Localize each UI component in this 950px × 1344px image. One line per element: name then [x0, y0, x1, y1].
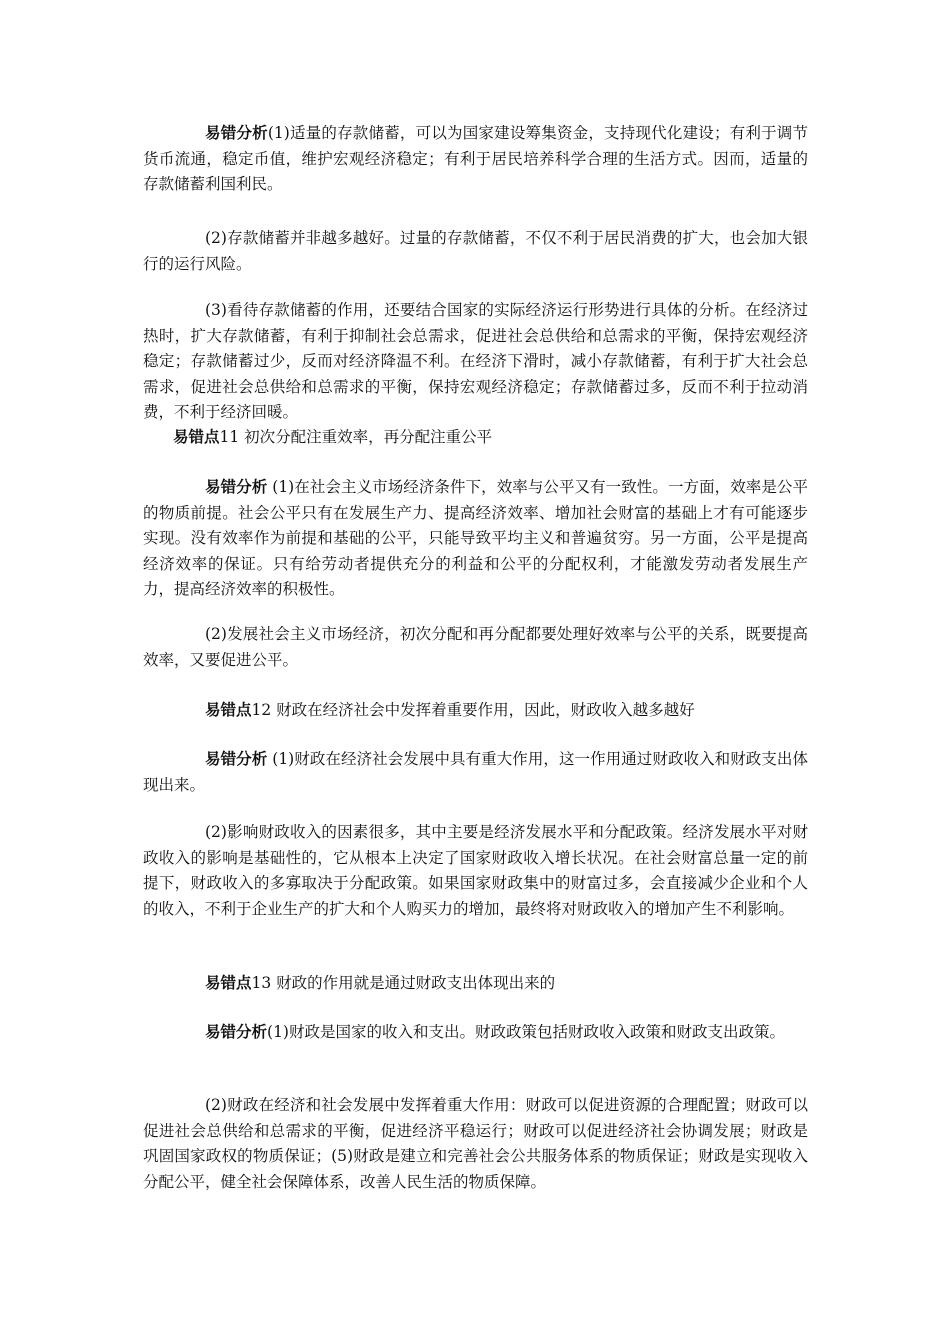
heading-point-13 — [143, 970, 808, 997]
lead-label: 易错分析 — [205, 123, 268, 142]
paragraph-text: (3)看待存款储蓄的作用，还要结合国家的实际经济运行形势进行具体的分析。在经济过热时，扩大存款储蓄，有利于抑制社会总需求，促进社会总供给和总需求的平衡，保持宏观经济稳定；存款储蓄过少，反而对经济降温不利。在经济下滑时，减小存款储蓄，有利于扩大社会总需求，促进社会总供给和总需求的平衡，保持宏观经济稳定；存款储蓄过多，反而不利于拉动消费，不利于经济回暖。 — [143, 301, 808, 421]
paragraph-2 — [143, 226, 808, 277]
heading-text: 12 财政在经济社会中发挥着重要作用，因此，财政收入越多越好 — [251, 701, 695, 719]
paragraph-text: (1)适量的存款储蓄，可以为国家建设筹集资金，支持现代化建设；有利于调节货币流通，稳定币值，维护宏观经济稳定；有利于居民培养科学合理的生活方式。因而，适量的存款储蓄利国利民。 — [143, 124, 808, 193]
paragraph-text: (2)财政在经济和社会发展中发挥着重大作用：财政可以促进资源的合理配置；财政可以促进社会总供给和总需求的平衡，促进经济平稳运行；财政可以促进经济社会协调发展；财政是巩固国家政权的物质保证；(5)财政是建立和完善社会公共服务体系的物质保证；财政是实现收入分配公平，健全社会保障体系，改善人民生活的物质保障。 — [143, 1096, 808, 1191]
paragraph-4 — [143, 474, 808, 603]
heading-point-12 — [143, 697, 808, 724]
paragraph-6 — [143, 746, 808, 798]
paragraph-text: (2)存款储蓄并非越多越好。过量的存款储蓄，不仅不利于居民消费的扩大，也会加大银行的运行风险。 — [143, 229, 808, 273]
paragraph-text: (1)财政是国家的收入和支出。财政政策包括财政收入政策和财政支出政策。 — [267, 1023, 785, 1041]
paragraph-text: (1)财政在经济社会发展中具有重大作用，这一作用通过财政收入和财政支出体现出来。 — [143, 750, 808, 794]
heading-label: 易错点 — [205, 700, 252, 719]
paragraph-text: (2)发展社会主义市场经济，初次分配和再分配都要处理好效率与公平的关系，既要提高效率，又要促进公平。 — [143, 625, 808, 669]
paragraph-5 — [143, 622, 808, 673]
heading-label: 易错点 — [205, 973, 252, 992]
paragraph-1 — [143, 120, 808, 198]
paragraph-7 — [143, 820, 808, 922]
paragraph-text: (2)影响财政收入的因素很多，其中主要是经济发展水平和分配政策。经济发展水平对财政收入的影响是基础性的，它从根本上决定了国家财政收入增长状况。在社会财富总量一定的前提下，财政收入的多寡取决于分配政策。如果国家财政集中的财富过多，会直接减少企业和个人的收入，不利于企业生产的扩大和个人购买力的增加，最终将对财政收入的增加产生不利影响。 — [143, 823, 808, 918]
lead-label: 易错分析 — [205, 1022, 268, 1041]
lead-label: 易错分析 — [205, 749, 268, 768]
heading-text: 11 初次分配注重效率，再分配注重公平 — [219, 428, 493, 446]
heading-label: 易错点 — [173, 427, 220, 446]
paragraph-text: (1)在社会主义市场经济条件下，效率与公平又有一致性。一方面，效率是公平的物质前提。社会公平只有在发展生产力、提高经济效率、增加社会财富的基础上才有可能逐步实现。没有效率作为前提和基础的公平，只能导致平均主义和普遍贫穷。另一方面，公平是提高经济效率的保证。只有给劳动者提供充分的利益和公平的分配权利，才能激发劳动者发展生产力，提高经济效率的积极性。 — [143, 478, 808, 598]
lead-label: 易错分析 — [205, 477, 268, 496]
heading-text: 13 财政的作用就是通过财政支出体现出来的 — [251, 974, 556, 992]
paragraph-3 — [143, 298, 808, 426]
heading-point-11 — [143, 424, 808, 451]
paragraph-9 — [143, 1093, 808, 1195]
paragraph-8 — [143, 1019, 808, 1046]
